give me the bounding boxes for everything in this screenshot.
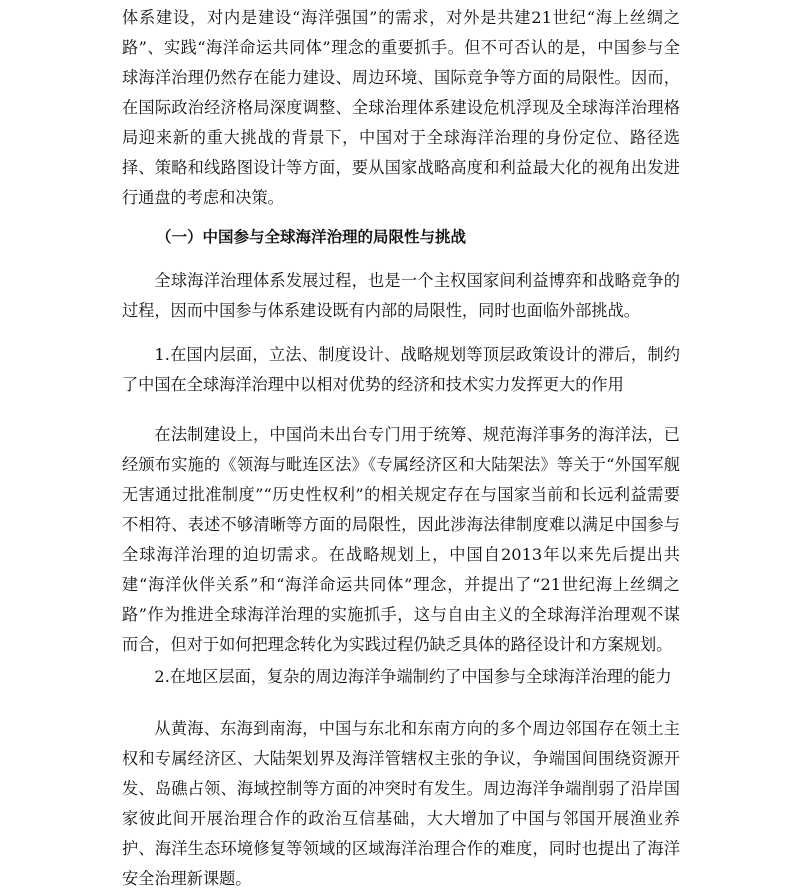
point-1-heading: 1.在国内层面，立法、制度设计、战略规划等顶层政策设计的滞后，制约了中国在全球海洋治理中以相对优势的经济和技术实力发挥更大的作用 [122,345,680,394]
regional-paragraph: 从黄海、东海到南海，中国与东北和东南方向的多个周边邻国存在领土主权和专属经济区、大陆架划界及海洋管辖权主张的争议，争端国间围绕资源开发、岛礁占领、海域控制等方面的冲突时有发生。周边海洋争端削弱了沿岸国家彼此间开展治理合作的政治互信基础，大大增加了中国与邻国开展渔业养护、海洋生态环境修复等领域的区域海洋治理合作的难度，同时也提出了海洋安全治理新课题。 [122,719,680,888]
overview-paragraph: 全球海洋治理体系发展过程，也是一个主权国家间利益博弈和战略竞争的过程，因而中国参与体系建设既有内部的局限性，同时也面临外部挑战。 [122,271,680,320]
section-heading: （一）中国参与全球海洋治理的局限性与挑战 [156,228,467,246]
point-2-heading: 2.在地区层面，复杂的周边海洋争端制约了中国参与全球海洋治理的能力 [154,667,672,686]
legal-paragraph: 在法制建设上，中国尚未出台专门用于统筹、规范海洋事务的海洋法，已经颁布实施的《领海与毗连区法》《专属经济区和大陆架法》等关于“外国军舰无害通过批准制度”“历史性权利”的相关规定存在与国家当前和长远利益需要不相符、表述不够清晰等方面的局限性，因此涉海法律制度难以满足中国参与全球海洋治理的迫切需求。在战略规划上，中国自2013年以来先后提出共建“海洋伙伴关系”和“海洋命运共同体”理念，并提出了“21世纪海上丝绸之路”作为推进全球海洋治理的实施抓手，这与自由主义的全球海洋治理观不谋而合，但对于如何把理念转化为实践过程仍缺乏具体的路径设计和方案规划。 [122,425,680,654]
intro-paragraph: 体系建设，对内是建设“海洋强国”的需求，对外是共建21世纪“海上丝绸之路”、实践“海洋命运共同体”理念的重要抓手。但不可否认的是，中国参与全球海洋治理仍然存在能力建设、周边环境、国际竞争等方面的局限性。因而，在国际政治经济格局深度调整、全球治理体系建设危机浮现及全球海洋治理格局迎来新的重大挑战的背景下，中国对于全球海洋治理的身份定位、路径选择、策略和线路图设计等方面，要从国家战略高度和利益最大化的视角出发进行通盘的考虑和决策。 [122,8,680,207]
